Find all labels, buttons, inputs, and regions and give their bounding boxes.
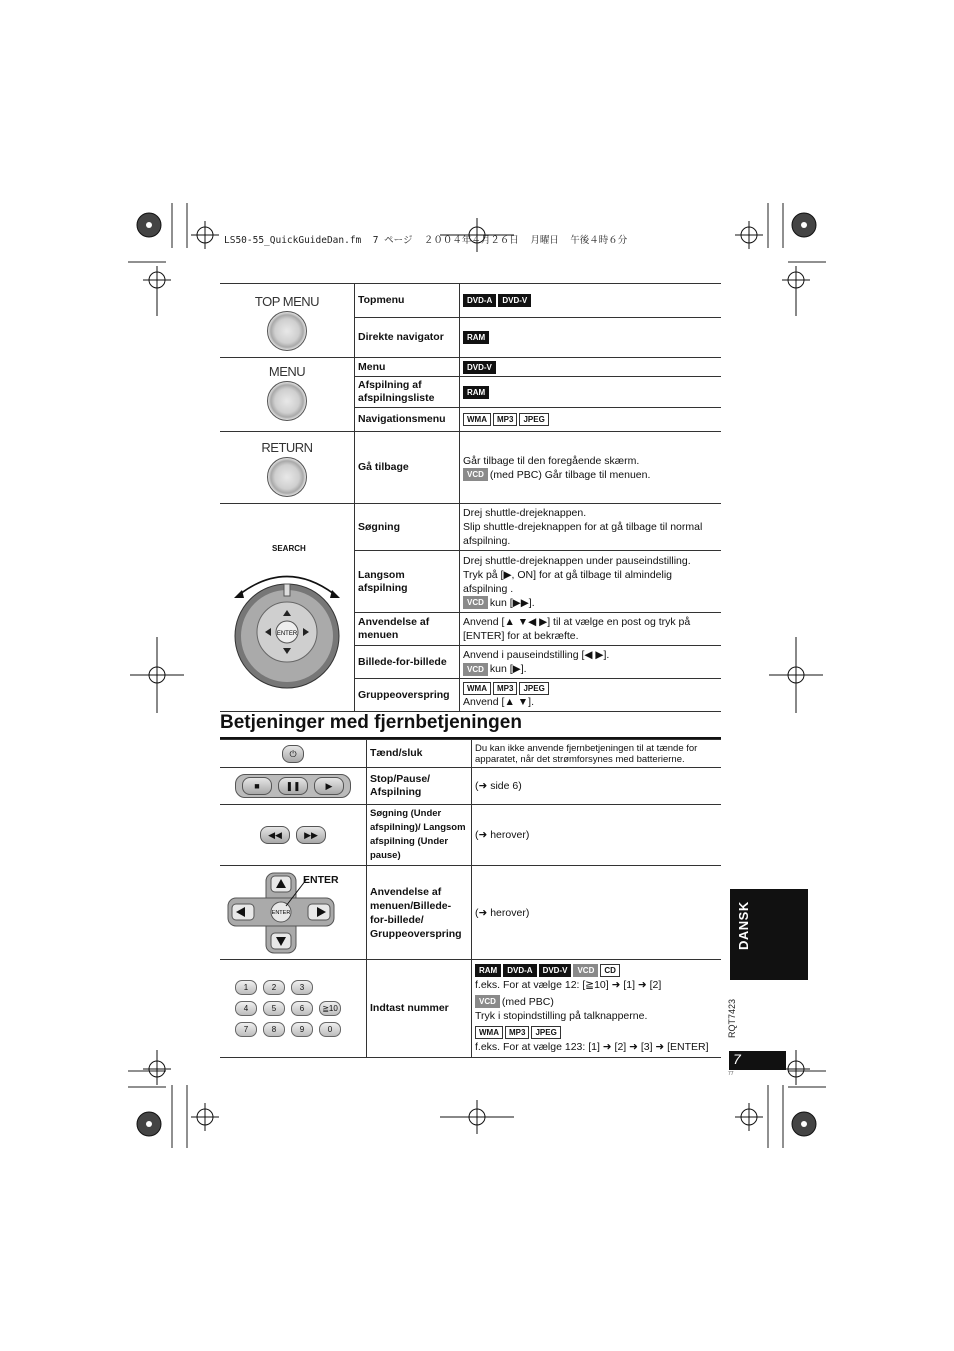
return-button[interactable]	[267, 457, 307, 497]
disc-badge: JPEG	[519, 413, 548, 426]
desc-line	[463, 681, 718, 695]
disc-badge: RAM	[463, 331, 489, 344]
row-desc	[460, 679, 722, 712]
menu-button[interactable]	[267, 381, 307, 421]
file-header: LS50-55_QuickGuideDan.fm 7 ページ ２００４年４月２６日 月曜日 午後４時６分	[224, 235, 628, 246]
desc-line: Tryk på [▶, ON] for at gå tilbage til almindelig afspilning .	[463, 568, 673, 595]
num-key[interactable]: 4	[235, 1001, 257, 1016]
pause-icon[interactable]: ❚❚	[278, 777, 308, 795]
row-desc	[460, 358, 722, 377]
disc-badge: VCD	[573, 964, 598, 977]
row-label: Afspilning af afspilningsliste	[355, 377, 460, 408]
return-label: RETURN	[261, 440, 313, 455]
row-label: Billede-for-billede	[355, 646, 460, 679]
disc-badge: CD	[600, 964, 620, 977]
search-cell	[220, 805, 367, 866]
row-desc	[460, 432, 722, 504]
desc-line: Tryk i stopindstilling på talknapperne.	[475, 1009, 648, 1022]
disc-badge: MP3	[493, 682, 517, 695]
num-key[interactable]: 6	[291, 1001, 313, 1016]
row-desc	[460, 551, 722, 613]
row-label: Menu	[355, 358, 460, 377]
top-menu-label: TOP MENU	[254, 294, 320, 309]
num-key[interactable]: 2	[263, 980, 285, 995]
svg-text:ENTER: ENTER	[276, 631, 298, 637]
top-menu-cell	[220, 284, 355, 358]
row-label: Søgning (Under afspilning)/ Langsom afspilning (Under pause)	[367, 805, 472, 866]
row-desc	[460, 504, 722, 551]
row-label: Langsom afspilning	[355, 551, 460, 613]
row-label: Stop/Pause/ Afspilning	[367, 768, 472, 805]
row-desc: (➜ herover)	[472, 805, 722, 866]
row-desc: Du kan ikke anvende fjernbetjeningen til at tænde for apparatet, når det strømforsynes med batterierne.	[472, 740, 722, 768]
disc-badge: WMA	[463, 413, 491, 426]
disc-badge: DVD-A	[463, 294, 496, 307]
disc-badge: MP3	[505, 1026, 529, 1039]
enter-label: ENTER	[303, 873, 339, 886]
row-label: Søgning	[355, 504, 460, 551]
desc-line: f.eks. For at vælge 12: [≧10] ➜ [1] ➜ [2]	[475, 978, 662, 991]
svg-text:ENTER: ENTER	[271, 909, 291, 916]
num-key[interactable]: 1	[235, 980, 257, 995]
row-label: Indtast nummer	[367, 960, 472, 1058]
desc-line: Drej shuttle-drejeknappen under pauseindstilling.	[463, 554, 691, 567]
menu-cell	[220, 358, 355, 432]
badge-line	[475, 1026, 718, 1040]
row-label: Gruppeoverspring	[355, 679, 460, 712]
rewind-icon[interactable]: ◀◀	[260, 826, 290, 844]
top-menu-button[interactable]	[267, 311, 307, 351]
language-tab-label: DANSK	[736, 901, 751, 950]
row-desc: Anvend [▲ ▼◀ ▶] til at vælge en post og tryk på [ENTER] for at bekræfte.	[460, 613, 722, 646]
remote-controls-table	[220, 739, 721, 1058]
disc-badge: VCD	[463, 468, 488, 481]
desc-text: kun [▶].	[489, 663, 527, 675]
disc-badge: DVD-A	[503, 964, 536, 977]
desc-line: Anvend [▲ ▼].	[463, 696, 534, 708]
row-label: Anvendelse af menuen	[355, 613, 460, 646]
disc-badge: VCD	[463, 663, 488, 676]
play-icon[interactable]: ▶	[314, 777, 344, 795]
power-icon[interactable]: ⏻	[282, 745, 304, 763]
num-key[interactable]: 9	[291, 1022, 313, 1037]
badge-line	[475, 964, 718, 978]
disc-badge: DVD-V	[463, 361, 496, 374]
stop-icon[interactable]: ■	[242, 777, 272, 795]
row-label: Anvendelse af menuen/Billede-for-billede/ Gruppeoverspring	[367, 866, 472, 960]
desc-text: (med PBC)	[501, 995, 554, 1008]
row-desc: (➜ side 6)	[472, 768, 722, 805]
numpad-cell	[220, 960, 367, 1058]
num-key[interactable]: 7	[235, 1022, 257, 1037]
fast-forward-icon[interactable]: ▶▶	[296, 826, 326, 844]
row-desc	[472, 960, 722, 1058]
num-key[interactable]: 5	[263, 1001, 285, 1016]
section-title: Betjeninger med fjernbetjeningen	[220, 712, 522, 733]
row-label: Tænd/sluk	[367, 740, 472, 768]
disc-badge: JPEG	[519, 682, 548, 695]
power-cell	[220, 740, 367, 768]
desc-text: kun [▶▶].	[489, 596, 535, 609]
row-desc	[460, 284, 722, 318]
desc-line	[463, 468, 718, 482]
page-number: 7	[733, 1051, 741, 1067]
num-key[interactable]: 3	[291, 980, 313, 995]
transport-cell	[220, 768, 367, 805]
row-label: Navigationsmenu	[355, 408, 460, 432]
disc-badge: RAM	[463, 386, 489, 399]
desc-line	[475, 995, 718, 1009]
disc-badge: MP3	[493, 413, 517, 426]
shuttle-dial-icon[interactable]	[220, 554, 354, 704]
row-label: Topmenu	[355, 284, 460, 318]
row-desc	[460, 377, 722, 408]
row-label: Direkte navigator	[355, 318, 460, 358]
desc-line	[463, 596, 718, 610]
desc-line: Anvend i pauseindstilling [◀ ▶].	[463, 649, 610, 661]
menu-label: MENU	[268, 364, 306, 379]
num-key[interactable]: ≧10	[319, 1001, 341, 1016]
desc-line	[463, 662, 718, 676]
row-desc	[460, 646, 722, 679]
shuttle-cell	[220, 504, 355, 712]
cursor-cell	[220, 866, 367, 960]
disc-badge: DVD-V	[539, 964, 572, 977]
return-cell	[220, 432, 355, 504]
search-label: SEARCH	[272, 544, 306, 553]
disc-badge: WMA	[475, 1026, 503, 1039]
disc-badge: VCD	[463, 596, 488, 609]
doc-code: RQT7423	[727, 998, 737, 1038]
row-desc: (➜ herover)	[472, 866, 722, 960]
desc-line: Slip shuttle-drejeknappen for at gå tilbage til normal afspilning.	[463, 521, 703, 547]
disc-badge: DVD-V	[498, 294, 531, 307]
tiny-code: 77	[728, 1071, 734, 1077]
desc-line: Drej shuttle-drejeknappen.	[463, 507, 587, 519]
num-key[interactable]: 0	[319, 1022, 341, 1037]
disc-badge: VCD	[475, 995, 500, 1008]
disc-badge: WMA	[463, 682, 491, 695]
disc-badge: JPEG	[531, 1026, 560, 1039]
row-label: Gå tilbage	[355, 432, 460, 504]
disc-badge: RAM	[475, 964, 501, 977]
num-key[interactable]: 8	[263, 1022, 285, 1037]
desc-text: (med PBC) Går tilbage til menuen.	[489, 468, 651, 481]
desc-line: Går tilbage til den foregående skærm.	[463, 454, 640, 467]
player-controls-table	[220, 283, 721, 712]
row-desc	[460, 318, 722, 358]
desc-line: f.eks. For at vælge 123: [1] ➜ [2] ➜ [3] ➜ [ENTER]	[475, 1040, 709, 1053]
row-desc	[460, 408, 722, 432]
